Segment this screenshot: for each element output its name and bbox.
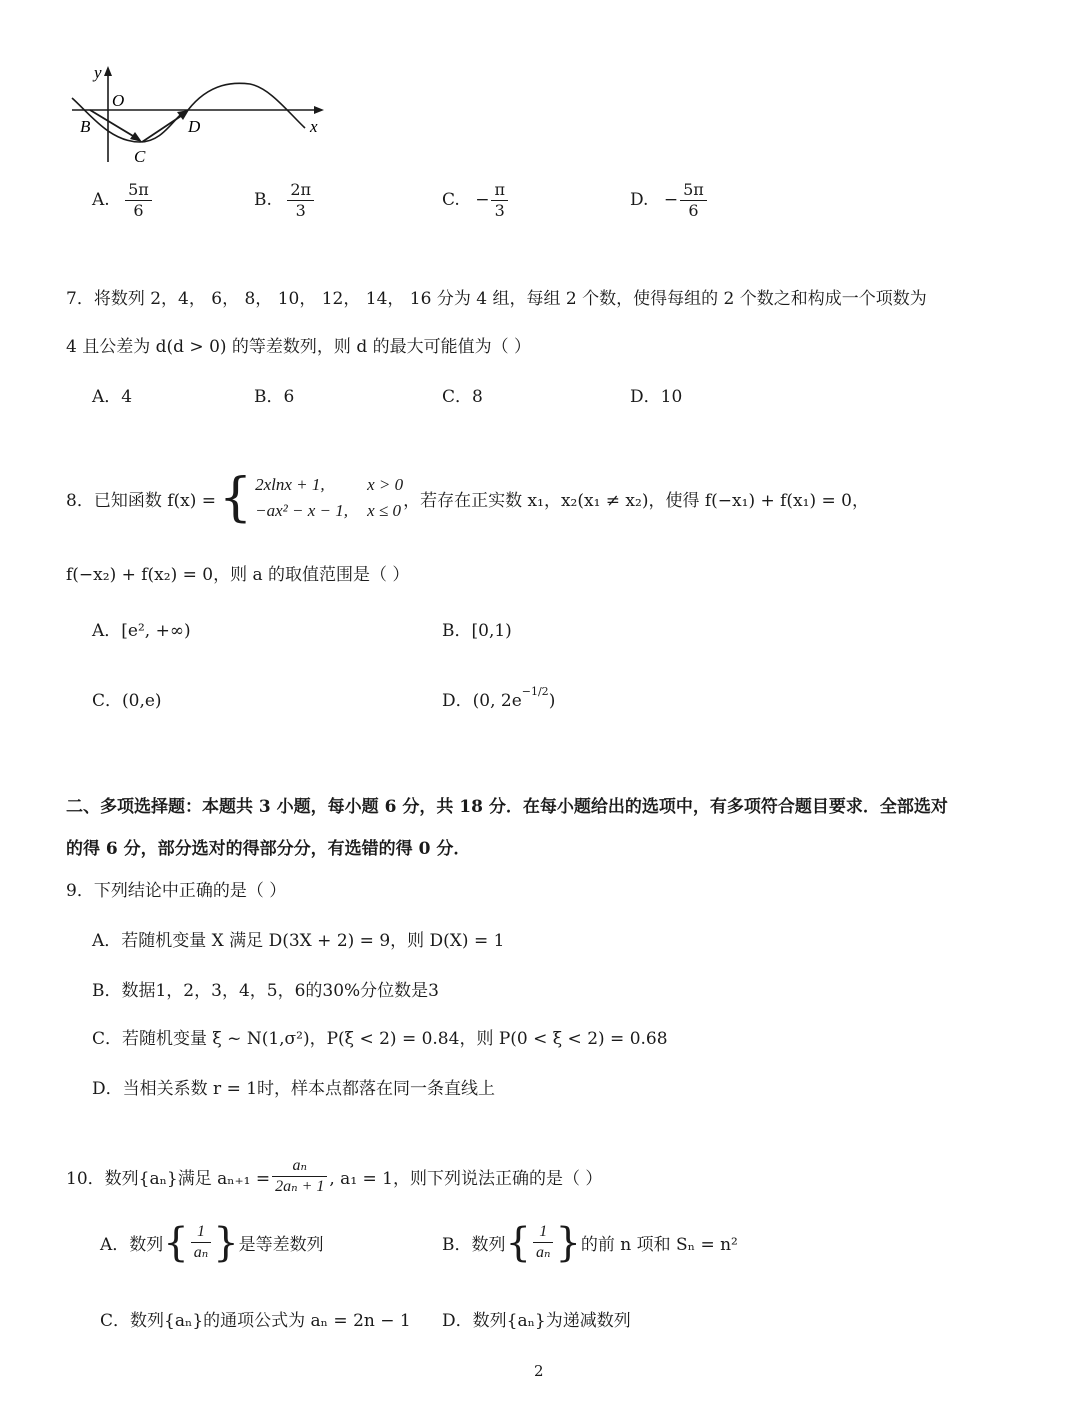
q10-stem-suffix: , a₁ = 1，则下列说法正确的是（ ） — [329, 1169, 603, 1189]
q8-stem-line1 — [66, 468, 869, 528]
option-d-prefix: D．(0, 2e — [442, 691, 522, 711]
q8-suffix: ，若存在正实数 x₁，x₂(x₁ ≠ x₂)，使得 f(−x₁) + f(x₁) = 0， — [403, 490, 869, 511]
x-axis-arrow — [314, 106, 324, 114]
y-axis-arrow — [104, 66, 112, 76]
fraction-numerator: 1 — [191, 1222, 211, 1243]
fraction-numerator: 5π — [680, 180, 707, 201]
label-d: D — [188, 117, 201, 136]
page-number: 2 — [534, 1362, 544, 1380]
q7-option-d[interactable]: D．10 — [630, 387, 683, 407]
q10-stem-prefix: 10．数列{aₙ}满足 aₙ₊₁ = — [66, 1169, 271, 1189]
q10-stem — [66, 1156, 602, 1197]
q6-option-d[interactable] — [630, 180, 709, 221]
fraction-numerator: π — [491, 180, 508, 201]
q10-option-c[interactable]: C．数列{aₙ}的通项公式为 aₙ = 2n − 1 — [100, 1311, 411, 1331]
option-letter: D. — [630, 190, 649, 210]
minus-sign: − — [475, 190, 490, 210]
q8-option-c[interactable]: C．(0,e) — [92, 691, 162, 711]
q9-option-b[interactable]: B．数据1，2，3，4，5，6的30%分位数是3 — [92, 981, 439, 1001]
label-y: y — [94, 63, 102, 82]
case1-condition: x > 0 — [367, 475, 404, 494]
option-a-prefix: A．数列 — [100, 1235, 164, 1255]
case2-condition: x ≤ 0 — [367, 501, 401, 520]
section2-instructions-line2: 的得 6 分，部分选对的得部分分，有选错的得 0 分． — [66, 839, 471, 859]
fraction-numerator: aₙ — [272, 1156, 327, 1177]
option-b-suffix: 的前 n 项和 Sₙ = n² — [580, 1235, 738, 1255]
fraction-numerator: 5π — [125, 180, 152, 201]
q6-option-c[interactable] — [442, 180, 510, 221]
label-o: O — [112, 91, 125, 110]
fraction-denominator: 3 — [494, 201, 505, 220]
case1-expression: 2xlnx + 1, — [255, 475, 325, 494]
minus-sign: − — [663, 190, 679, 210]
option-b-prefix: B．数列 — [442, 1235, 506, 1255]
option-a-suffix: 是等差数列 — [238, 1235, 324, 1255]
left-brace: { — [163, 1219, 189, 1266]
left-brace: { — [505, 1219, 531, 1266]
piecewise-cases — [255, 472, 403, 524]
label-c: C — [134, 147, 146, 166]
fraction-numerator: 1 — [533, 1222, 553, 1243]
vector-cd — [142, 114, 184, 142]
right-brace: } — [213, 1219, 239, 1266]
label-x: x — [310, 117, 318, 136]
q8-option-a[interactable]: A．[e², +∞) — [92, 621, 191, 641]
fraction-denominator: aₙ — [535, 1244, 551, 1261]
fraction-denominator: 3 — [295, 201, 306, 220]
fraction-denominator: 6 — [688, 201, 699, 220]
option-letter: B. — [254, 190, 272, 210]
case2-expression: −ax² − x − 1, — [255, 501, 348, 520]
q6-option-b[interactable] — [254, 180, 316, 221]
option-letter: A. — [92, 190, 110, 210]
fraction-denominator: aₙ — [193, 1244, 209, 1261]
q10-option-d[interactable]: D．数列{aₙ}为递减数列 — [442, 1311, 631, 1331]
q6-option-a[interactable] — [92, 180, 154, 221]
q9-stem: 9．下列结论中正确的是（ ） — [66, 881, 287, 901]
q7-stem-line1: 7．将数列 2，4， 6， 8， 10， 12， 14， 16 分为 4 组，每组 2 个数，使得每组的 2 个数之和构成一个项数为 — [66, 289, 927, 309]
label-b: B — [80, 117, 91, 136]
q9-option-d[interactable]: D．当相关系数 r = 1时，样本点都落在同一条直线上 — [92, 1079, 496, 1099]
option-letter: C. — [442, 190, 460, 210]
q9-option-c[interactable]: C．若随机变量 ξ ~ N(1,σ²)，P(ξ < 2) = 0.84，则 P(0 < ξ < 2) = 0.68 — [92, 1029, 668, 1049]
option-d-suffix: ) — [548, 691, 556, 711]
left-brace: { — [219, 468, 253, 528]
sine-graph-figure — [60, 62, 340, 172]
fraction-denominator: 6 — [133, 201, 144, 220]
right-brace: } — [555, 1219, 581, 1266]
q10-option-a[interactable] — [100, 1219, 324, 1266]
q7-option-b[interactable]: B．6 — [254, 387, 295, 407]
q8-stem-line2: f(−x₂) + f(x₂) = 0，则 a 的取值范围是（ ） — [66, 565, 410, 585]
fraction-numerator: 2π — [287, 180, 314, 201]
exponent: −1/2 — [521, 685, 549, 699]
q8-option-d[interactable] — [442, 686, 555, 711]
q7-option-c[interactable]: C．8 — [442, 387, 483, 407]
q8-option-b[interactable]: B．[0,1) — [442, 621, 512, 641]
fraction-denominator: 2aₙ + 1 — [275, 1178, 325, 1195]
q7-option-a[interactable]: A．4 — [92, 387, 133, 407]
q7-stem-line2: 4 且公差为 d(d > 0) 的等差数列，则 d 的最大可能值为（ ） — [66, 337, 532, 357]
section2-instructions-line1: 二、多项选择题：本题共 3 小题，每小题 6 分，共 18 分．在每小题给出的选项中，有多项符合题目要求．全部选对 — [66, 797, 948, 817]
q9-option-a[interactable]: A．若随机变量 X 满足 D(3X + 2) = 9，则 D(X) = 1 — [92, 931, 505, 951]
q8-prefix: 8．已知函数 f(x) = — [66, 490, 217, 511]
q10-option-b[interactable] — [442, 1219, 738, 1266]
